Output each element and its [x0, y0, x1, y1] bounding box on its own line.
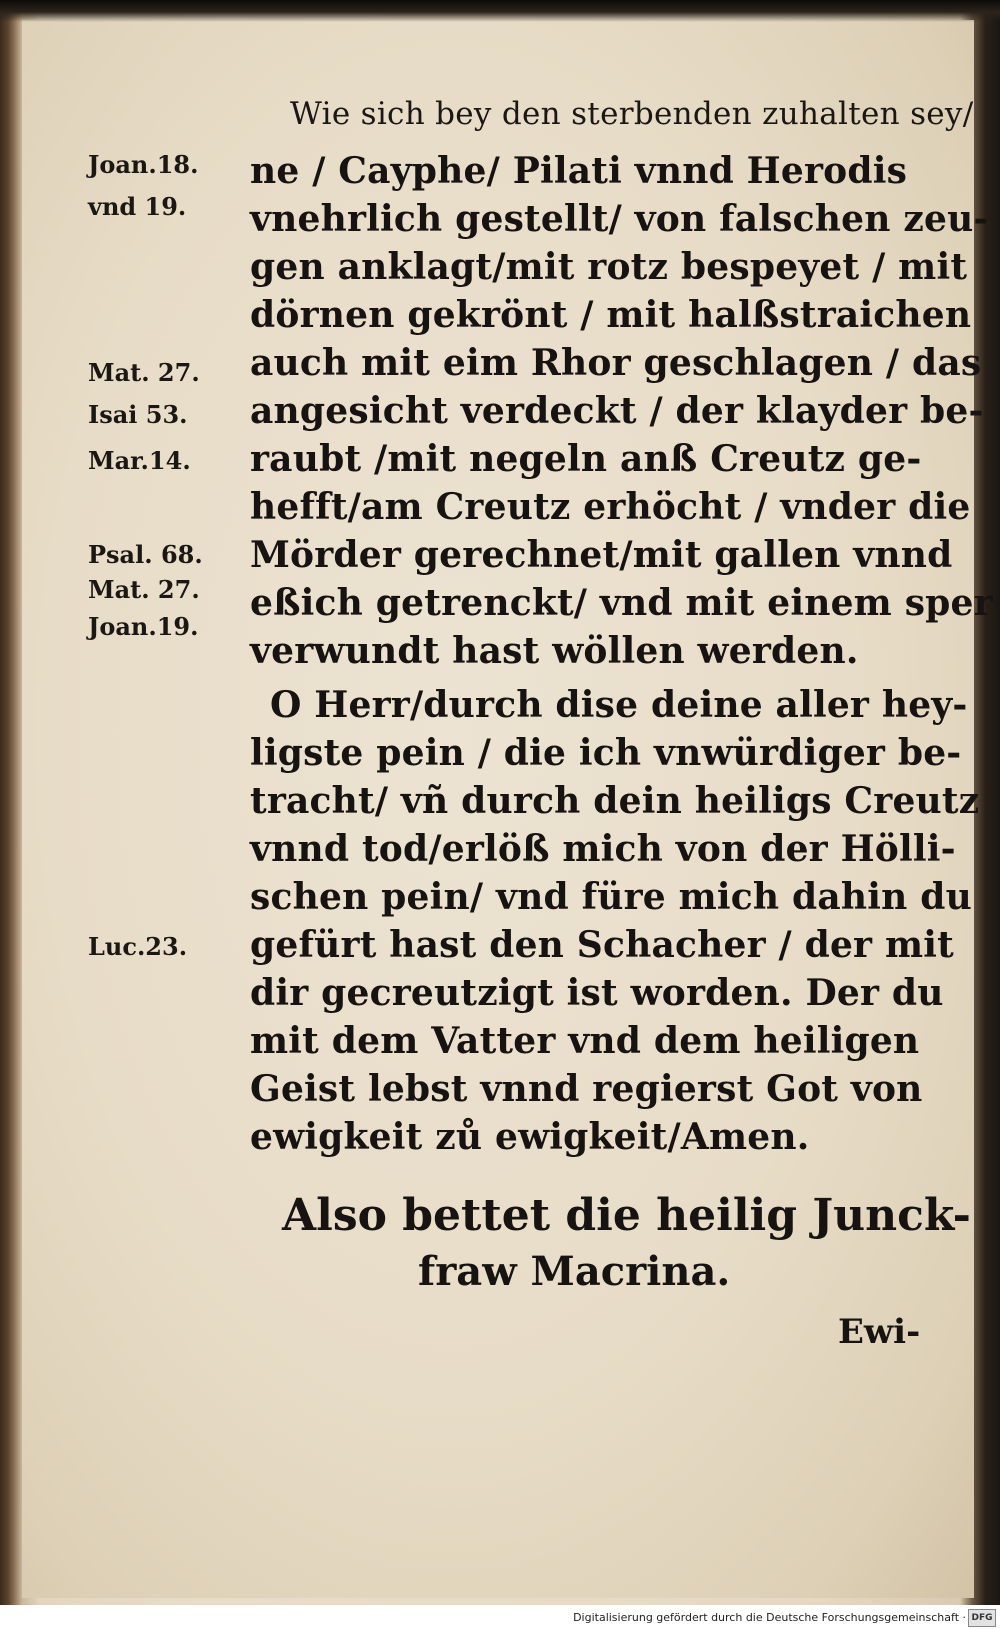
text-line: vnnd tod/erlöß mich von der Hölli-	[250, 828, 956, 870]
text-line: verwundt hast wöllen werden.	[250, 630, 859, 672]
text-line: dörnen gekrönt / mit halßstraichen	[250, 294, 972, 336]
text-line: ne / Cayphe/ Pilati vnnd Herodis	[250, 150, 908, 192]
closing-line: fraw Macrina.	[418, 1248, 731, 1295]
scan-top-shadow	[0, 0, 1000, 22]
text-line: gefürt hast den Schacher / der mit	[250, 924, 954, 966]
margin-note: vnd 19.	[88, 192, 187, 221]
dfg-logo-icon: DFG	[968, 1609, 996, 1627]
text-line: ligste pein / die ich vnwürdiger be-	[250, 732, 962, 774]
text-line: gen anklagt/mit rotz bespeyet / mit	[250, 246, 968, 288]
margin-note: Mat. 27.	[88, 358, 200, 387]
text-line: mit dem Vatter vnd dem heiligen	[250, 1020, 920, 1062]
margin-note: Psal. 68.	[88, 540, 203, 569]
footer-text: Digitalisierung gefördert durch die Deutsche Forschungsgemeinschaft ·	[573, 1611, 966, 1624]
margin-note: Mar.14.	[88, 446, 191, 475]
text-line: dir gecreutzigt ist worden. Der du	[250, 972, 944, 1014]
text-line: schen pein/ vnd füre mich dahin du	[250, 876, 973, 918]
margin-note: Mat. 27.	[88, 575, 200, 604]
text-line: raubt /mit negeln anß Creutz ge-	[250, 438, 922, 480]
text-line: O Herr/durch dise deine aller hey-	[270, 684, 968, 726]
text-line: auch mit eim Rhor geschlagen / das	[250, 342, 982, 384]
text-line: Geist lebst vnnd regierst Got von	[250, 1068, 923, 1110]
catchword: Ewi-	[838, 1312, 921, 1352]
text-line: ewigkeit zů ewigkeit/Amen.	[250, 1116, 810, 1158]
text-line: tracht/ vñ durch dein heiligs Creutz	[250, 780, 980, 822]
text-line: angesicht verdeckt / der klayder be-	[250, 390, 984, 432]
margin-note: Luc.23.	[88, 932, 188, 961]
text-line: eßich getrenckt/ vnd mit einem sper	[250, 582, 993, 624]
text-line: Mörder gerechnet/mit gallen vnnd	[250, 534, 953, 576]
margin-note: Isai 53.	[88, 400, 188, 429]
margin-note: Joan.19.	[88, 612, 199, 641]
closing-line: Also bettet die heilig Junck-	[282, 1190, 971, 1241]
running-head: Wie sich bey den sterbenden zuhalten sey/	[290, 96, 974, 132]
text-line: vnehrlich gestellt/ von falschen zeu-	[250, 198, 989, 240]
margin-note: Joan.18.	[88, 150, 199, 179]
text-line: hefft/am Creutz erhöcht / vnder die	[250, 486, 971, 528]
